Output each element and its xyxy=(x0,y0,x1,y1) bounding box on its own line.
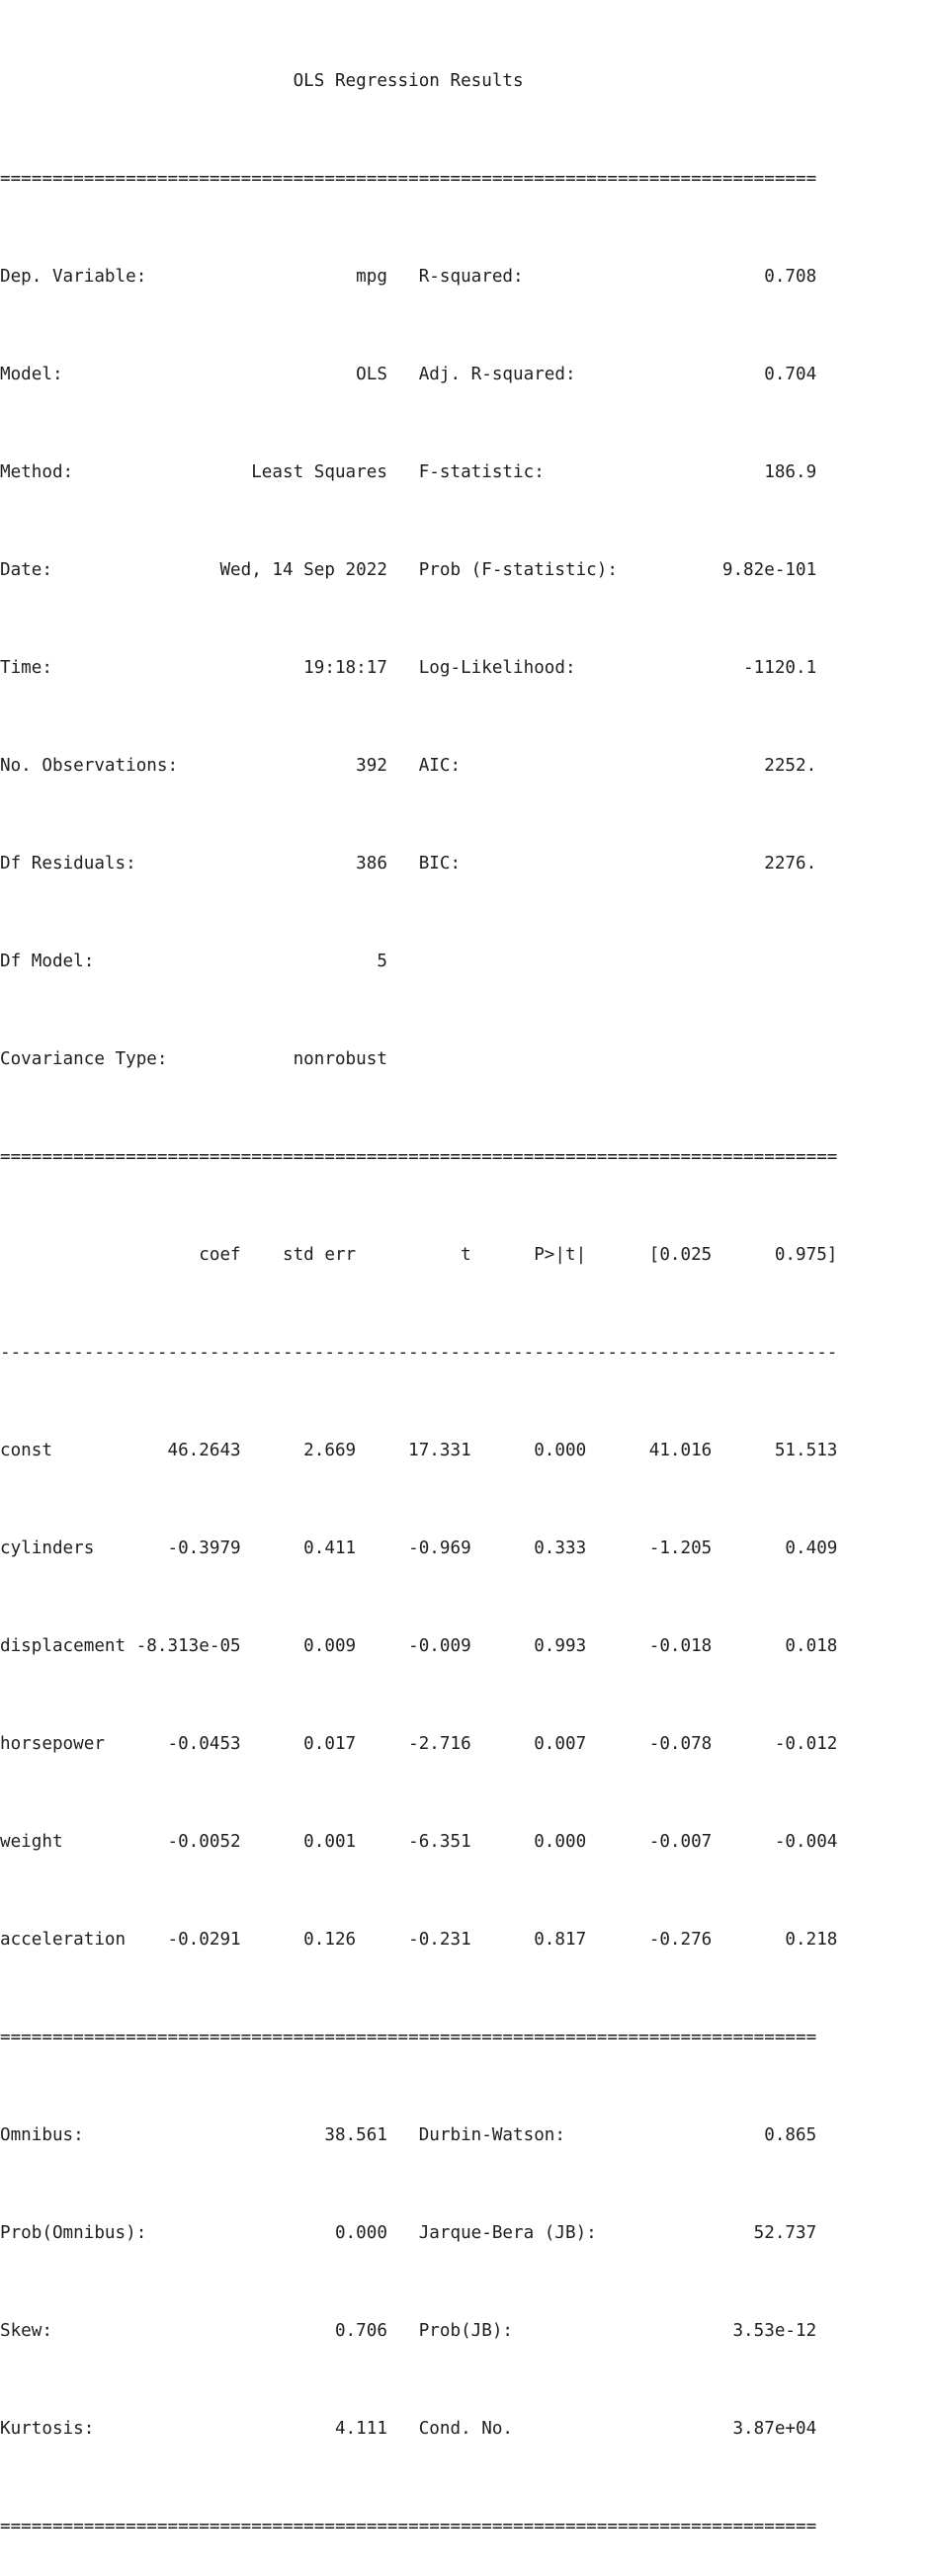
stat-row-df-residuals: Df Residuals: 386 BIC: 2276. xyxy=(0,854,817,873)
coef-row-horsepower: horsepower -0.0453 0.017 -2.716 0.007 -0.078 -0.012 xyxy=(0,1734,838,1754)
separator-diagnostics-top: ============================================================================== xyxy=(0,2028,817,2047)
stat-row-covariance-type: Covariance Type: nonrobust xyxy=(0,1049,817,1069)
stat-row-model: Model: OLS Adj. R-squared: 0.704 xyxy=(0,365,817,384)
separator-bottom: ============================================================================== xyxy=(0,2517,817,2536)
coef-table-header: coef std err t P>|t| [0.025 0.975] xyxy=(0,1245,838,1265)
stat-row-dep-variable: Dep. Variable: mpg R-squared: 0.708 xyxy=(0,267,817,287)
diag-row-skew: Skew: 0.706 Prob(JB): 3.53e-12 xyxy=(0,2321,817,2341)
diag-row-kurtosis: Kurtosis: 4.111 Cond. No. 3.87e+04 xyxy=(0,2419,817,2439)
stat-row-df-model: Df Model: 5 xyxy=(0,952,817,971)
stat-row-date: Date: Wed, 14 Sep 2022 Prob (F-statistic): 9.82e-101 xyxy=(0,560,817,580)
diag-row-omnibus: Omnibus: 38.561 Durbin-Watson: 0.865 xyxy=(0,2125,817,2145)
coef-row-acceleration: acceleration -0.0291 0.126 -0.231 0.817 -0.276 0.218 xyxy=(0,1930,838,1950)
diag-row-prob-omnibus: Prob(Omnibus): 0.000 Jarque-Bera (JB): 52.737 xyxy=(0,2223,817,2243)
stat-row-method: Method: Least Squares F-statistic: 186.9 xyxy=(0,462,817,482)
coef-row-const: const 46.2643 2.669 17.331 0.000 41.016 51.513 xyxy=(0,1441,838,1460)
separator-coef-header: -------------------------------------------------------------------------------- xyxy=(0,1343,838,1363)
separator-coef-top: ================================================================================ xyxy=(0,1147,838,1167)
separator-top: ============================================================================== xyxy=(0,169,817,189)
coef-row-displacement: displacement -8.313e-05 0.009 -0.009 0.993 -0.018 0.018 xyxy=(0,1636,838,1656)
coef-row-cylinders: cylinders -0.3979 0.411 -0.969 0.333 -1.205 0.409 xyxy=(0,1538,838,1558)
stat-row-observations: No. Observations: 392 AIC: 2252. xyxy=(0,756,817,776)
stat-row-time: Time: 19:18:17 Log-Likelihood: -1120.1 xyxy=(0,658,817,678)
coef-row-weight: weight -0.0052 0.001 -6.351 0.000 -0.007 -0.004 xyxy=(0,1832,838,1852)
report-title: OLS Regression Results xyxy=(0,71,817,91)
